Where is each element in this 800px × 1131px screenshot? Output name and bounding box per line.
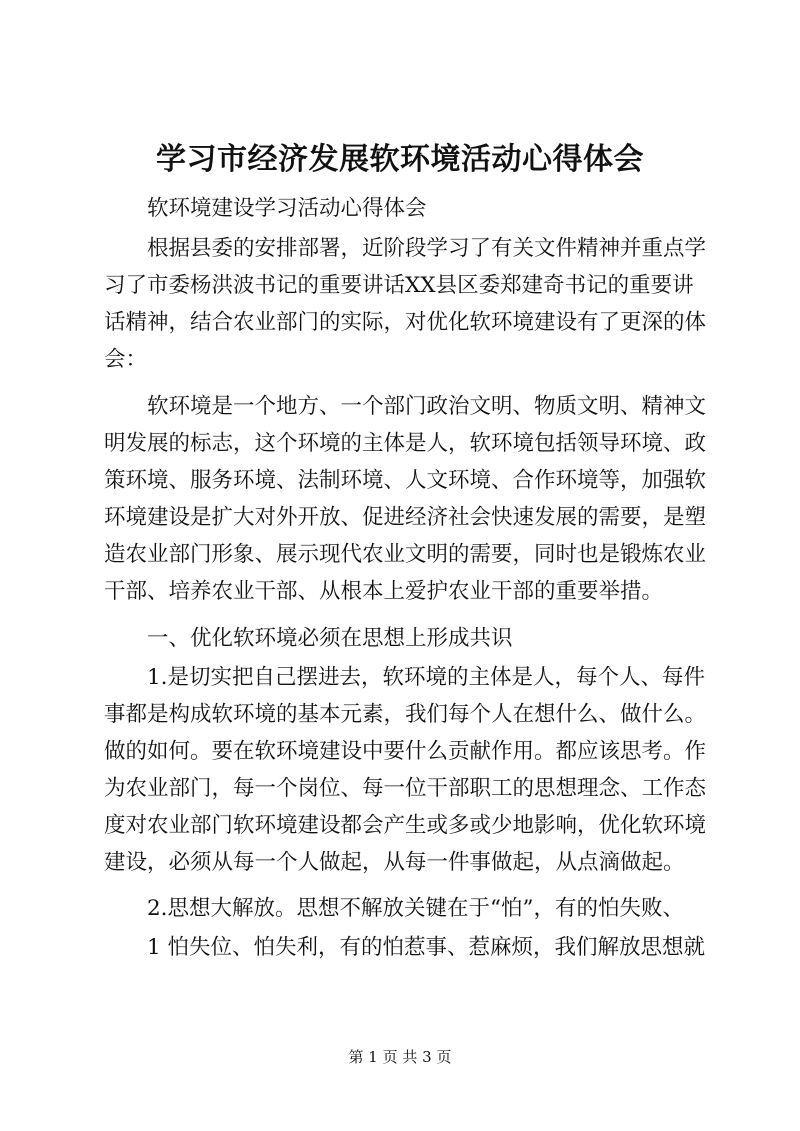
paragraph-line: 1.是切实把自己摆进去，软环境的主体是人，每个人、每件 — [147, 665, 706, 690]
paragraph-line: 环境建设是扩大对外开放、促进经济社会快速发展的需要，是塑 — [104, 505, 707, 530]
paragraph-line: 明发展的标志，这个环境的主体是人，软环境包括领导环境、政 — [104, 431, 707, 456]
document-title: 学习市经济发展软环境活动心得体会 — [156, 142, 644, 177]
paragraph-line: 软环境是一个地方、一个部门政治文明、物质文明、精神文 — [147, 394, 707, 419]
paragraph-line: 造农业部门形象、展示现代农业文明的需要，同时也是锻炼农业 — [104, 542, 707, 567]
paragraph-line: 策环境、服务环境、法制环境、人文环境、合作环境等，加强软 — [104, 468, 707, 493]
paragraph-line: 根据县委的安排部署，近阶段学习了有关文件精神并重点学 — [147, 236, 707, 261]
page-footer: 第 1 页 共 3 页 — [348, 1048, 452, 1066]
paragraph-line: 做的如何。要在软环境建设中要什么贡献作用。都应该思考。作 — [104, 739, 707, 764]
paragraph-line: 会： — [104, 347, 148, 372]
paragraph-line: 习了市委杨洪波书记的重要讲话XX县区委郑建奇书记的重要讲 — [104, 273, 694, 298]
section-heading: 一、优化软环境必须在思想上形成共识 — [147, 626, 513, 651]
paragraph-line: 为农业部门，每一个岗位、每一位干部职工的思想理念、工作态 — [104, 776, 707, 801]
paragraph-line: 度对农业部门软环境建设都会产生或多或少地影响，优化软环境 — [104, 813, 707, 838]
paragraph-line: 事都是构成软环境的基本元素，我们每个人在想什么、做什么。 — [104, 702, 707, 727]
paragraph-line: 建设，必须从每一个人做起，从每一件事做起，从点滴做起。 — [104, 850, 685, 875]
paragraph-line: 话精神，结合农业部门的实际，对优化软环境建设有了更深的体 — [104, 310, 707, 335]
paragraph-line: 2.思想大解放。思想不解放关键在于“怕”，有的怕失败、 — [147, 896, 684, 921]
subtitle-line: 软环境建设学习活动心得体会 — [147, 196, 427, 221]
paragraph-line: 干部、培养农业干部、从根本上爱护农业干部的重要举措。 — [104, 579, 664, 604]
paragraph-line: 1 怕失位、怕失利，有的怕惹事、惹麻烦，我们解放思想就 — [147, 935, 706, 960]
